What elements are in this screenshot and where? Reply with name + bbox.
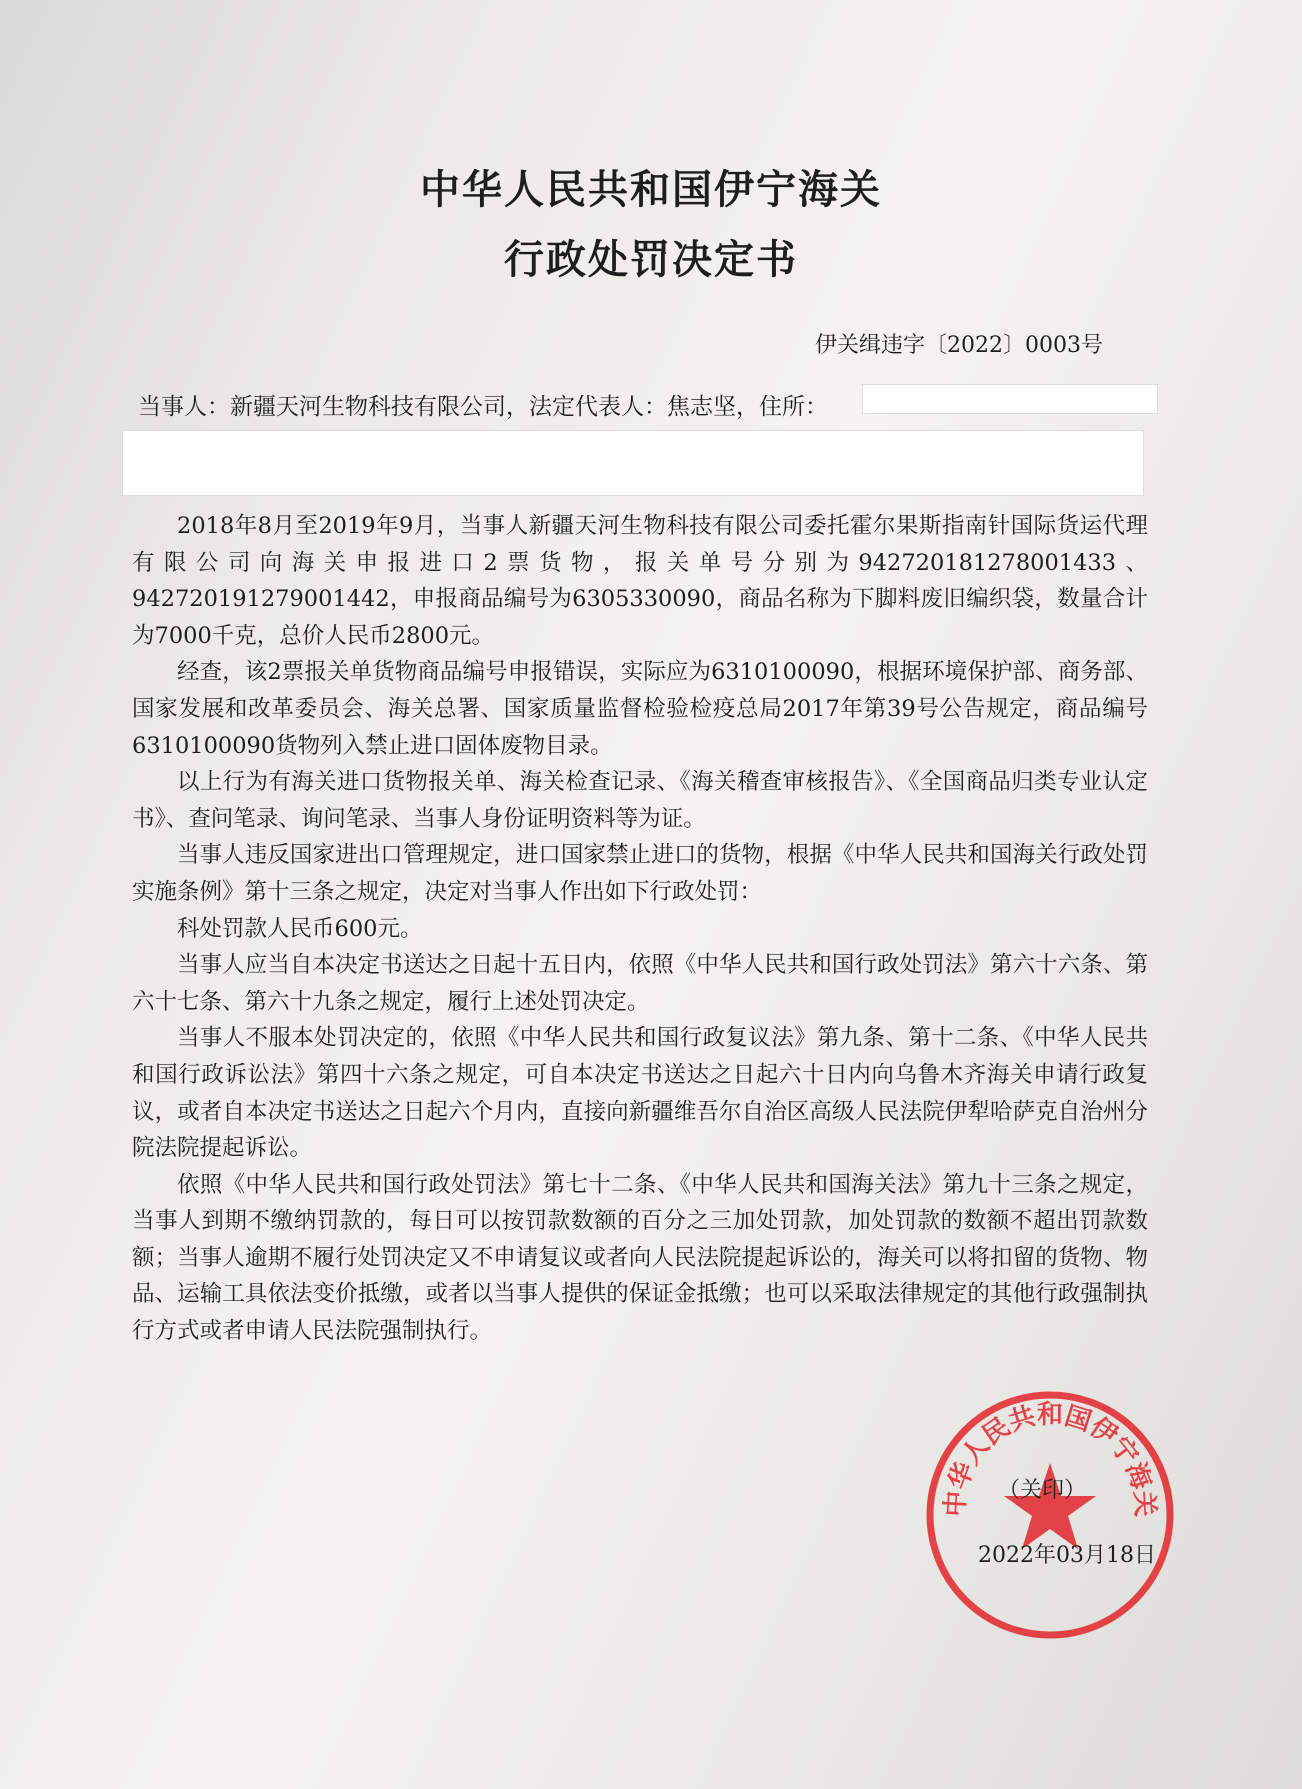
redaction-box-address xyxy=(862,384,1158,414)
document-title-line1: 中华人民共和国伊宁海关 xyxy=(420,167,882,213)
redaction-box-credit-code xyxy=(122,430,1144,496)
party-line: 当事人：新疆天河生物科技有限公司，法定代表人：焦志坚，住所： xyxy=(138,394,828,420)
paragraph-payment: 当事人应当自本决定书送达之日起十五日内，依照《中华人民共和国行政处罚法》第六十六条、第六十七条、第六十九条之规定，履行上述处罚决定。 xyxy=(132,952,1148,1015)
paragraph-violation: 当事人违反国家进出口管理规定，进口国家禁止进口的货物，根据《中华人民共和国海关行政处罚实施条例》第十三条之规定，决定对当事人作出如下行政处罚： xyxy=(132,842,1148,905)
seal-stamp-icon xyxy=(920,1385,1180,1645)
paragraph-enforcement: 依照《中华人民共和国行政处罚法》第七十二条、《中华人民共和国海关法》第九十三条之规定，当事人到期不缴纳罚款的，每日可以按罚款数额的百分之三加处罚款，加处罚款的数额不超出罚款数额；当事人逾期不履行处罚决定又不申请复议或者向人民法院提起诉讼的，海关可以将扣留的货物、物品、运输工具依法变价抵缴，或者以当事人提供的保证金抵缴；也可以采取法律规定的其他行政强制执行方式或者申请人民法院强制执行。 xyxy=(132,1171,1148,1345)
svg-text:中华人民共和国伊宁海关: 中华人民共和国伊宁海关 xyxy=(940,1400,1160,1518)
paragraph-investigation: 经查，该2票报关单货物商品编号申报错误，实际应为6310100090，根据环境保护部、商务部、国家发展和改革委员会、海关总署、国家质量监督检验检疫总局2017年第39号公告规定，商品编号6310100090货物列入禁止进口固体废物目录。 xyxy=(132,659,1148,759)
document-date: 2022年03月18日 xyxy=(978,1543,1156,1568)
document-number: 伊关缉违字〔2022〕0003号 xyxy=(815,333,1103,358)
seal-label: （关印） xyxy=(998,1478,1087,1503)
paragraph-facts: 2018年8月至2019年9月，当事人新疆天河生物科技有限公司委托霍尔果斯指南针国际货运代理有限公司向海关申报进口2票货物，报关单号分别为942720181278001433、942720191279001442，申报商品编号为6305330090，商品名称为下脚料废旧编织袋，数量合计为7000千克，总价人民币2800元。 xyxy=(132,513,1148,649)
document-title-line2: 行政处罚决定书 xyxy=(504,237,798,283)
paragraph-penalty: 科处罚款人民币600元。 xyxy=(177,915,423,942)
paragraph-appeal: 当事人不服本处罚决定的，依照《中华人民共和国行政复议法》第九条、第十二条、《中华人民共和国行政诉讼法》第四十六条之规定，可自本决定书送达之日起六十日内向乌鲁木齐海关申请行政复议，或者自本决定书送达之日起六个月内，直接向新疆维吾尔自治区高级人民法院伊犁哈萨克自治州分院法院提起诉讼。 xyxy=(132,1025,1148,1162)
paragraph-evidence: 以上行为有海关进口货物报关单、海关检查记录、《海关稽查审核报告》、《全国商品归类专业认定书》、查问笔录、询问笔录、当事人身份证明资料等为证。 xyxy=(132,769,1148,832)
decision-body xyxy=(132,508,1148,1350)
official-seal xyxy=(920,1385,1180,1645)
